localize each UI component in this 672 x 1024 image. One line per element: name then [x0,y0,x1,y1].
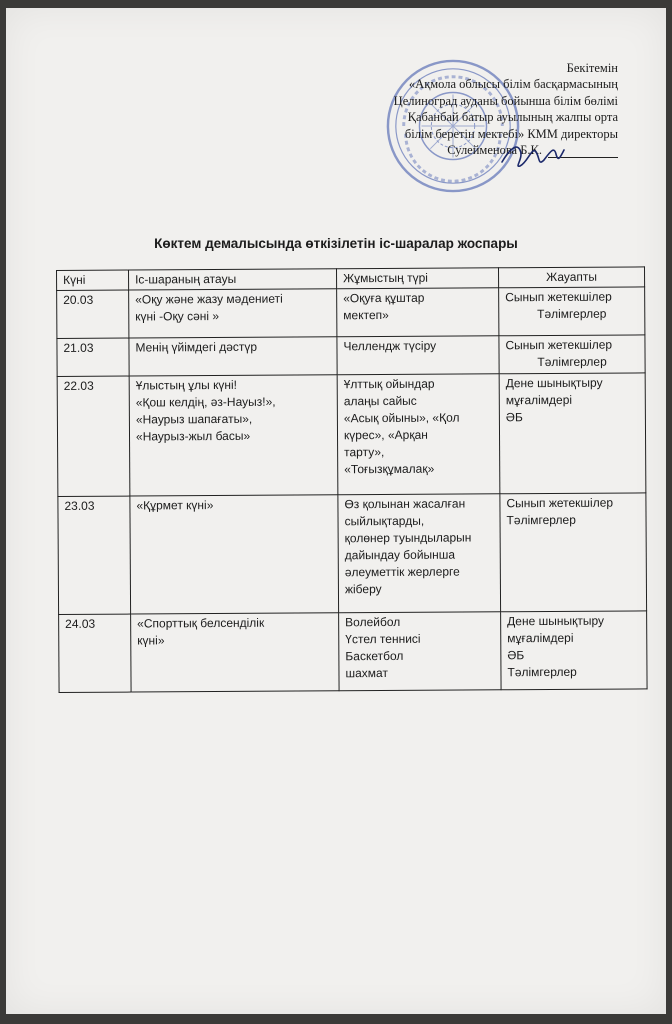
cell-line: Сынып жетекшілер [506,495,614,511]
cell-line: «Оқу және жазу мәдениеті [135,291,283,307]
cell-line: «Қош келдің, әз-Науыз!», [135,394,276,410]
approval-line: Қабанбай батыр ауылының жалпы орта [407,110,618,125]
header-responsible: Жауапты [498,267,644,288]
approval-signatory [338,142,618,158]
cell-line: Үстел теннисі [345,631,421,647]
cell-line: мұғалімдері [505,392,573,408]
table-row [58,493,647,615]
cell-event [129,375,338,496]
cell-work-type [337,336,499,375]
events-plan-table [56,266,648,693]
cell-event [130,495,339,614]
cell-line: Дене шынықтыру [505,375,603,391]
header-date: Күні [57,270,129,290]
cell-line: Сынып жетекшілер [505,337,613,353]
cell-responsible [501,611,647,690]
cell-line: әлеуметтік жерлерге [344,564,460,580]
cell-event [129,337,337,376]
cell-date: 22.03 [57,376,130,496]
cell-date: 21.03 [57,338,129,376]
approval-line: Целиноград ауданы бойынша білім бөлімі [393,93,618,108]
cell-line: Тәлімгерлер [537,306,607,322]
cell-line: Баскетбол [345,648,404,664]
document-page [6,8,666,1014]
approval-line: білім беретін мектебі» КММ директоры [404,126,618,141]
cell-line: Челлендж түсіру [343,338,437,354]
cell-line: Волейбол [345,614,401,630]
approval-heading: Бекітемін [566,61,618,75]
cell-responsible [499,335,645,374]
handwritten-signature [498,132,568,180]
table-row [57,373,646,497]
cell-line: Менің үйімдегі дәстүр [135,339,258,355]
cell-work-type [337,288,499,337]
cell-line: ӘБ [505,410,523,425]
cell-work-type [337,374,500,495]
approval-line: «Ақмола облысы білім басқармасының [408,77,618,92]
cell-line: күні» [137,633,165,648]
cell-line: «Тоғызқұмалақ» [344,461,435,477]
cell-line: шахмат [345,665,388,681]
cell-responsible [500,493,647,612]
cell-line: дайындау бойынша [344,547,456,563]
cell-line: тарту», [344,444,385,460]
cell-responsible [499,373,646,494]
cell-line: Дене шынықтыру [507,613,605,629]
cell-line: Ұлыстың ұлы күні! [135,377,237,393]
cell-line: күні -Оқу сәні » [135,309,220,324]
cell-line: күрес», «Арқан [343,427,428,443]
cell-line: ӘБ [507,648,525,663]
document-title: Көктем демалысында өткізілетін іс-шаралар жоспары [154,236,518,251]
table-row [59,611,647,693]
cell-line: сыйлықтарды, [344,513,425,529]
table-row [57,335,645,377]
cell-line: Ұлттық ойындар [343,376,435,392]
cell-line: жіберу [344,582,382,597]
header-work-type: Жұмыстың түрі [336,268,498,289]
cell-line: «Асық ойыны», «Қол [343,410,460,426]
cell-line: «Наурыз шапағаты», [135,411,253,427]
cell-line: «Спорттық белсенділік [137,615,265,631]
director-name: Сулейменова Б.К. [447,143,542,158]
cell-date: 24.03 [59,614,131,692]
cell-work-type [338,494,501,613]
cell-line: Тәлімгерлер [537,354,607,370]
cell-event [131,613,339,692]
header-event: Іс-шараның атауы [129,269,337,290]
cell-line: Тәлімгерлер [506,512,576,528]
cell-line: Өз қолынан жасалған [344,496,466,512]
cell-responsible [499,287,645,336]
table-row [57,287,645,339]
cell-date: 23.03 [58,496,131,614]
cell-line: мұғалімдері [507,630,574,646]
approval-block [338,60,618,158]
cell-line: «Оқуға құштар [343,290,425,306]
cell-date: 20.03 [57,290,129,338]
cell-line: Тәлімгерлер [507,664,577,680]
cell-line: мектеп» [343,307,389,323]
cell-line: қолөнер туындыларын [344,530,472,546]
cell-work-type [339,612,501,691]
cell-line: алаңы сайыс [343,393,417,409]
cell-event [129,289,337,338]
cell-line: «Құрмет күні» [136,498,214,513]
cell-line: Сынып жетекшілер [505,289,612,305]
cell-line: «Наурыз-жыл басы» [135,428,251,444]
